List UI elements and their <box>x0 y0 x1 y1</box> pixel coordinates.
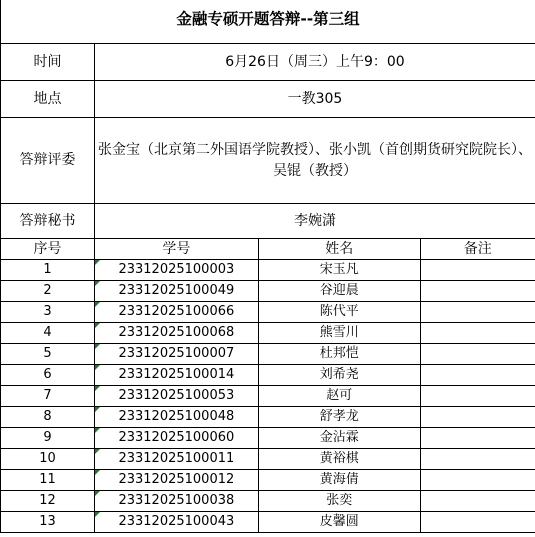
time-label[interactable]: 时间 <box>1 44 95 81</box>
row-no-cell[interactable]: 1 <box>1 260 95 281</box>
time-row <box>1 44 535 81</box>
row-note-cell[interactable] <box>420 428 535 449</box>
row-no-cell[interactable]: 9 <box>1 428 95 449</box>
place-row <box>1 81 535 118</box>
row-student-id-cell[interactable]: 23312025100014 <box>94 365 258 386</box>
row-name-cell[interactable]: 谷迎晨 <box>258 281 420 302</box>
row-no-cell[interactable]: 10 <box>1 449 95 470</box>
row-no-cell[interactable]: 2 <box>1 281 95 302</box>
row-student-id-cell[interactable]: 23312025100003 <box>94 260 258 281</box>
column-header-row <box>1 239 535 260</box>
row-note-cell[interactable] <box>420 386 535 407</box>
row-no-cell[interactable]: 8 <box>1 407 95 428</box>
row-name-cell[interactable]: 熊雪川 <box>258 323 420 344</box>
row-student-id-cell[interactable]: 23312025100038 <box>94 491 258 512</box>
table-row <box>1 470 535 491</box>
table-row <box>1 365 535 386</box>
row-name-cell[interactable]: 宋玉凡 <box>258 260 420 281</box>
table-row <box>1 407 535 428</box>
secretary-label[interactable]: 答辩秘书 <box>1 204 95 239</box>
table-row <box>1 281 535 302</box>
row-student-id-cell[interactable]: 23312025100049 <box>94 281 258 302</box>
column-header-no[interactable]: 序号 <box>1 239 95 260</box>
row-name-cell[interactable]: 金沾霖 <box>258 428 420 449</box>
row-no-cell[interactable]: 4 <box>1 323 95 344</box>
row-name-cell[interactable]: 舒孝龙 <box>258 407 420 428</box>
row-name-cell[interactable]: 皮馨圆 <box>258 512 420 533</box>
row-name-cell[interactable]: 黄海倩 <box>258 470 420 491</box>
row-no-cell[interactable]: 13 <box>1 512 95 533</box>
row-student-id-cell[interactable]: 23312025100068 <box>94 323 258 344</box>
table-row <box>1 491 535 512</box>
row-name-cell[interactable]: 刘希尧 <box>258 365 420 386</box>
table-row <box>1 344 535 365</box>
title-row <box>1 0 535 44</box>
place-value[interactable]: 一教305 <box>94 81 535 118</box>
row-name-cell[interactable]: 赵可 <box>258 386 420 407</box>
row-note-cell[interactable] <box>420 323 535 344</box>
row-note-cell[interactable] <box>420 470 535 491</box>
row-name-cell[interactable]: 张奕 <box>258 491 420 512</box>
table-row <box>1 302 535 323</box>
row-student-id-cell[interactable]: 23312025100012 <box>94 470 258 491</box>
column-header-name[interactable]: 姓名 <box>258 239 420 260</box>
row-student-id-cell[interactable]: 23312025100048 <box>94 407 258 428</box>
column-header-note[interactable]: 备注 <box>420 239 535 260</box>
secretary-row <box>1 204 535 239</box>
row-note-cell[interactable] <box>420 281 535 302</box>
committee-value[interactable]: 张金宝（北京第二外国语学院教授）、张小凯（首创期货研究院院长）、吴锟（教授） <box>94 118 535 204</box>
row-student-id-cell[interactable]: 23312025100043 <box>94 512 258 533</box>
row-name-cell[interactable]: 杜邦恺 <box>258 344 420 365</box>
row-note-cell[interactable] <box>420 344 535 365</box>
table-row <box>1 449 535 470</box>
row-student-id-cell[interactable]: 23312025100011 <box>94 449 258 470</box>
row-student-id-cell[interactable]: 23312025100060 <box>94 428 258 449</box>
row-note-cell[interactable] <box>420 260 535 281</box>
row-no-cell[interactable]: 6 <box>1 365 95 386</box>
committee-row <box>1 118 535 204</box>
row-name-cell[interactable]: 黄裕棋 <box>258 449 420 470</box>
column-header-student-id[interactable]: 学号 <box>94 239 258 260</box>
committee-label[interactable]: 答辩评委 <box>1 118 95 204</box>
row-name-cell[interactable]: 陈代平 <box>258 302 420 323</box>
place-label[interactable]: 地点 <box>1 81 95 118</box>
row-note-cell[interactable] <box>420 365 535 386</box>
row-note-cell[interactable] <box>420 449 535 470</box>
table-row <box>1 260 535 281</box>
row-student-id-cell[interactable]: 23312025100053 <box>94 386 258 407</box>
row-note-cell[interactable] <box>420 407 535 428</box>
table-row <box>1 512 535 533</box>
table-row <box>1 323 535 344</box>
row-student-id-cell[interactable]: 23312025100066 <box>94 302 258 323</box>
row-no-cell[interactable]: 3 <box>1 302 95 323</box>
row-no-cell[interactable]: 7 <box>1 386 95 407</box>
row-no-cell[interactable]: 12 <box>1 491 95 512</box>
row-note-cell[interactable] <box>420 491 535 512</box>
time-value[interactable]: 6月26日（周三）上午9：00 <box>94 44 535 81</box>
row-no-cell[interactable]: 5 <box>1 344 95 365</box>
row-note-cell[interactable] <box>420 302 535 323</box>
row-note-cell[interactable] <box>420 512 535 533</box>
row-student-id-cell[interactable]: 23312025100007 <box>94 344 258 365</box>
row-no-cell[interactable]: 11 <box>1 470 95 491</box>
table-row <box>1 386 535 407</box>
sheet-title[interactable]: 金融专硕开题答辩--第三组 <box>1 0 535 44</box>
table-row <box>1 428 535 449</box>
secretary-value[interactable]: 李婉潇 <box>94 204 535 239</box>
student-rows <box>1 260 535 533</box>
